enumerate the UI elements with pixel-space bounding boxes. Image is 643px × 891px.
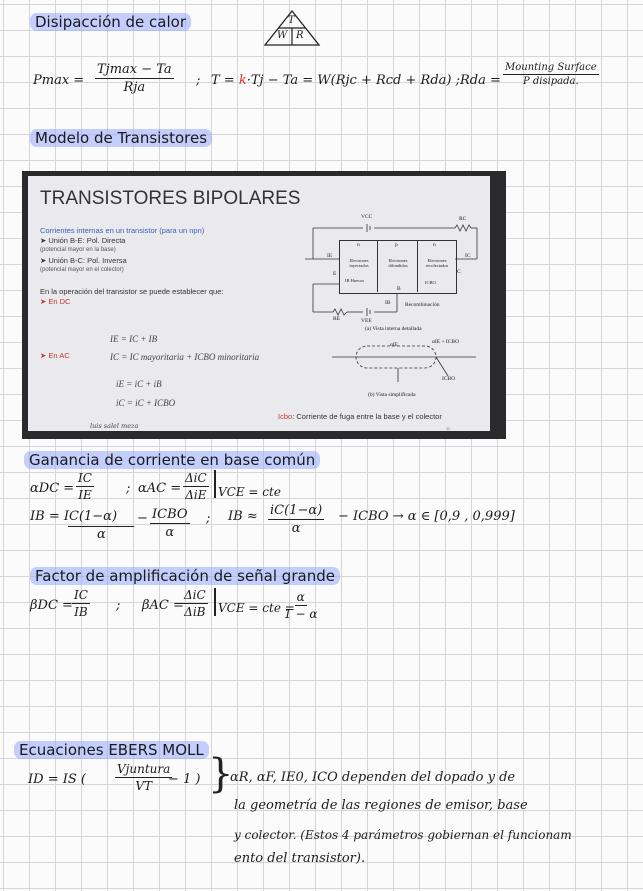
heading-ebers: Ecuaciones EBERS MOLL [14, 740, 209, 759]
label-icbo-simplified: ICBO [442, 376, 456, 382]
rda-fraction [503, 62, 599, 87]
beta-ac-fraction [182, 588, 208, 619]
ib-den1: α [97, 527, 106, 542]
pmax-numerator: Tjmax − Ta [97, 62, 172, 77]
label-vcc: VCC [361, 214, 373, 220]
slide-title: TRANSISTORES BIPOLARES [40, 188, 301, 209]
alpha-dc-lhs: αDC = [30, 481, 75, 496]
triangle-top: T [288, 15, 295, 26]
heading-ganancia: Ganancia de corriente en base común [24, 450, 320, 469]
heading-modelo: Modelo de Transistores [30, 128, 212, 147]
id-lhs: ID = IS ( [28, 772, 86, 787]
label-electrones-recolectados: Electrones recolectados [425, 258, 449, 268]
slide-dc: ➤ En DC [40, 297, 71, 306]
label-ie: IE [327, 253, 333, 259]
label-e: E [333, 271, 337, 277]
slide-eq-ic: IC = IC mayoritaria + ICBO minoritaria [110, 352, 260, 362]
label-huecos: IB Huecos [345, 278, 365, 283]
label-rc: RC [459, 216, 467, 222]
id-rhs: − 1 ) [168, 772, 201, 787]
beta-alpha-num: α [296, 590, 305, 604]
beta-dc-lhs: βDC = [30, 598, 73, 613]
beta-evaluation-bar [214, 588, 216, 616]
beta-dc-den: IB [74, 605, 88, 619]
ib-icbo-fraction [150, 507, 190, 540]
alpha-dc-fraction [76, 471, 94, 502]
ib-icbo-num: ICBO [152, 507, 188, 522]
label-c: C [457, 269, 461, 275]
id-exponent-fraction [115, 762, 172, 793]
label-alpha-ie-icbo: αIE + ICBO [432, 339, 460, 345]
ib-approx-den: α [291, 521, 301, 536]
temperature-equation [211, 73, 460, 88]
beta-dc-num: IC [74, 588, 88, 602]
eq1-sep: ; [196, 73, 201, 88]
label-re: RE [333, 316, 341, 322]
slide-note1: (potencial mayor en la base) [40, 247, 116, 253]
beta-ac-lhs: βAC = [142, 598, 184, 613]
slide-eq-ie: IE = IC + IB [110, 334, 158, 344]
slide-bullet2: ➤ Unión B-C: Pol. Inversa [40, 256, 127, 265]
ib-approx-rest: − ICBO → α ∈ [0,9 , 0,999] [338, 509, 515, 524]
beta-ac-den: ΔiB [184, 605, 206, 619]
id-exponent-den: VT [135, 779, 152, 793]
icbo-text: : Corriente de fuga entre la base y el colector [292, 412, 442, 421]
ib-lhs: IB = IC(1−α) [30, 509, 118, 524]
slide-ac: ➤ En AC [40, 351, 70, 360]
label-ib: IB [385, 300, 391, 306]
heading-disipacion: Disipacción de calor [30, 12, 191, 31]
beta-alpha-den: 1 − α [284, 607, 318, 621]
transistor-diagram-simplified [328, 336, 478, 404]
slide-icbo-note [278, 412, 442, 421]
t-constant: k [238, 73, 247, 88]
ganancia-sep2: ; [206, 511, 211, 526]
label-icbo: ICBO [425, 280, 436, 285]
label-electrones-inyectados: Electrones inyectados [349, 258, 369, 268]
alpha-ac-lhs: αAC = [138, 481, 182, 496]
caption-a: (a) Vista interna detallada [365, 326, 422, 332]
label-recombinacion: Recombinación [405, 302, 440, 308]
transistor-diagram-detailed [305, 214, 485, 334]
label-n1: n [357, 242, 360, 248]
heading-factor: Factor de amplificación de señal grande [30, 566, 340, 585]
beta-ac-condition: VCE = cte = [218, 601, 295, 615]
region-divider [417, 240, 419, 292]
alpha-ac-condition: VCE = cte [218, 485, 281, 499]
evaluation-bar [214, 470, 216, 498]
label-b: B [397, 286, 401, 292]
alpha-ac-fraction [183, 471, 209, 502]
ebers-line4: ento del transistor). [234, 851, 366, 866]
label-p: p [395, 242, 398, 248]
icbo-label: Icbo [278, 412, 293, 421]
triangle-left: W [277, 30, 288, 41]
label-n2: n [433, 242, 436, 248]
rda-numerator: Mounting Surface [505, 62, 597, 73]
slide-content [28, 176, 490, 431]
slide-line1: Corrientes internas en un transistor (para un npn) [40, 226, 205, 235]
label-ic: IC [465, 253, 471, 259]
ib-approx-lhs: IB ≈ [228, 509, 258, 524]
slide-eq-ie2: iE = iC + iB [116, 379, 162, 389]
ib-approx-fraction [268, 503, 324, 536]
pmax-denominator: Rja [123, 80, 146, 95]
id-exponent-num: Vjuntura [117, 762, 171, 776]
ebers-line1: αR, αF, IE0, ICO dependen del dopado y de [230, 770, 516, 785]
ib-minus: − [137, 511, 148, 526]
beta-alpha-fraction [284, 590, 317, 621]
ganancia-sep: ; [126, 481, 131, 496]
label-vee: VEE [361, 318, 372, 324]
alpha-ac-num: ΔiC [185, 471, 207, 485]
slide-note2: (potencial mayor en el colector) [40, 267, 124, 273]
pmax-fraction [95, 62, 174, 95]
slide-author: luis salel meza [90, 422, 139, 430]
factor-sep: ; [116, 598, 121, 613]
ebers-line2: la geometría de las regiones de emisor, base [234, 798, 528, 813]
rda-lhs: Rda = [460, 73, 501, 88]
t-prefix: T = [211, 73, 235, 88]
beta-dc-fraction [72, 588, 90, 619]
beta-ac-num: ΔiC [184, 588, 206, 602]
ib-approx-num: iC(1−α) [270, 503, 323, 518]
caption-b: (b) Vista simplificada [368, 392, 416, 398]
ib-icbo-den: α [165, 525, 175, 540]
slide-page-number: 11 [446, 426, 451, 431]
t-rest: ·Tj − Ta = W(Rjc + Rcd + Rda) ; [246, 73, 460, 88]
slide-photo [22, 171, 506, 439]
ebers-line3: y colector. (Estos 4 parámetros gobiernan el funcionam [234, 828, 572, 842]
triangle-diagram [263, 9, 321, 47]
slide-paragraph: En la operación del transistor se puede establecer que: [40, 287, 224, 296]
alpha-dc-num: IC [78, 471, 92, 485]
pmax-lhs: Pmax = [33, 73, 85, 88]
triangle-right: R [296, 30, 304, 41]
rda-denominator: P disipada. [522, 76, 579, 87]
slide-eq-ic2: iC = iC + ICBO [116, 398, 176, 408]
curly-brace: } [208, 751, 234, 797]
label-electrones-difundidos: Electrones difundidos [388, 258, 408, 268]
slide-bullet1: ➤ Unión B-E: Pol. Directa [40, 236, 126, 245]
alpha-ac-den: ΔiE [185, 488, 207, 502]
ib-fraction-line [68, 526, 134, 527]
alpha-dc-den: IE [78, 488, 92, 502]
label-alpha-ie: αIE [390, 342, 399, 348]
